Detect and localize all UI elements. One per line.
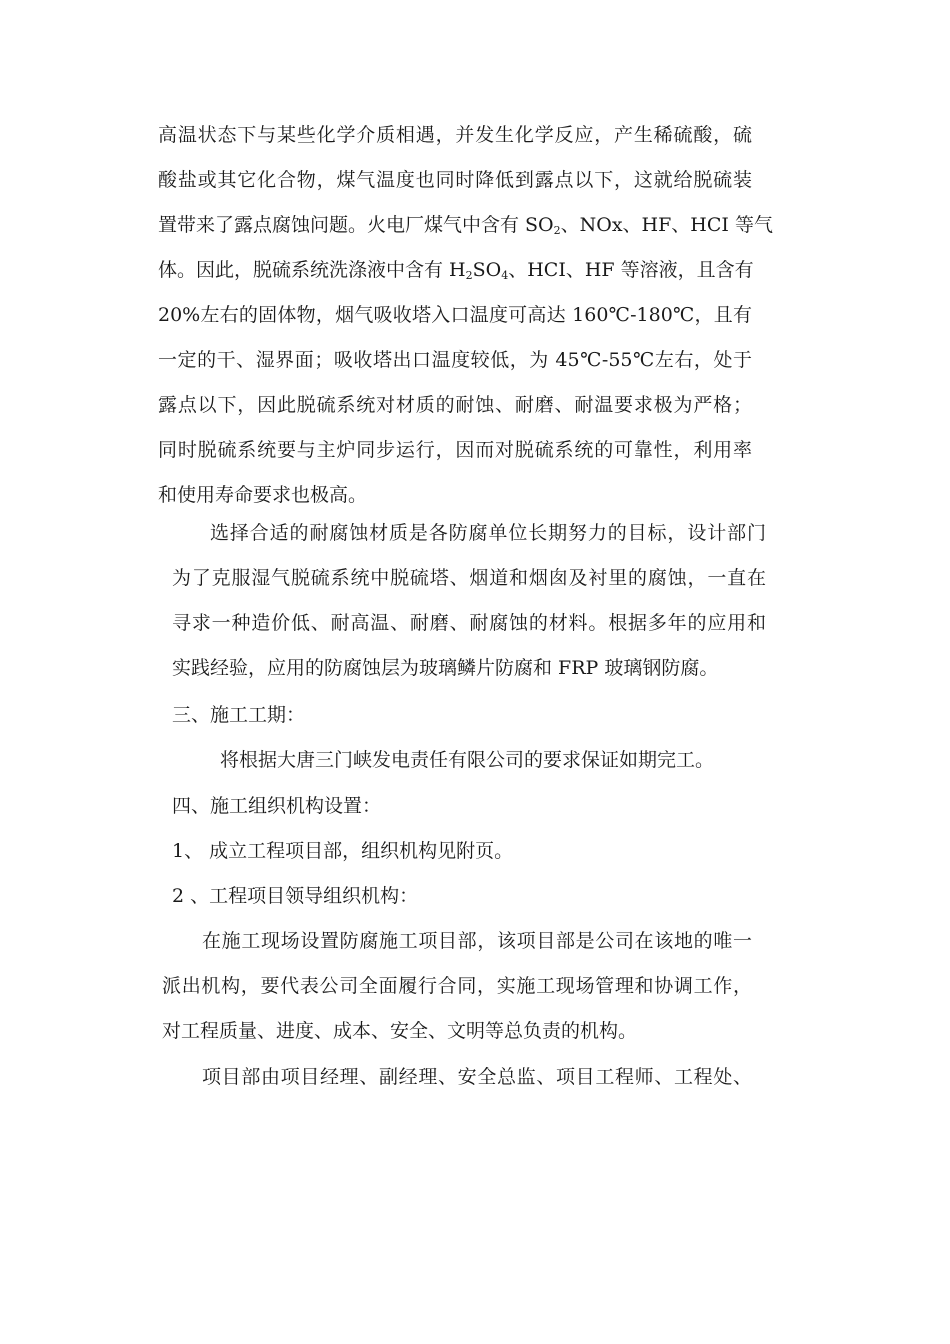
text-line: 和使用寿命要求也极高。: [158, 484, 368, 506]
text-segment: 置带来了露点腐蚀问题。火电厂煤气中含有 SO: [158, 214, 554, 236]
text-line: 实践经验，应用的防腐蚀层为玻璃鳞片防腐和 FRP 玻璃钢防腐。: [172, 657, 719, 679]
text-line: 为了克服湿气脱硫系统中脱硫塔、烟道和烟囱及衬里的腐蚀，一直在: [172, 567, 766, 589]
text-line: 露点以下，因此脱硫系统对材质的耐蚀、耐磨、耐温要求极为严格；: [158, 394, 752, 416]
text-line: 高温状态下与某些化学介质相遇，并发生化学反应，产生稀硫酸，硫: [158, 124, 752, 146]
text-line: 在施工现场设置防腐施工项目部，该项目部是公司在该地的唯一: [202, 930, 752, 952]
section-heading: 三、施工工期：: [172, 704, 306, 726]
text-line: 同时脱硫系统要与主炉同步运行，因而对脱硫系统的可靠性，利用率: [158, 439, 752, 461]
section-body: 将根据大唐三门峡发电责任有限公司的要求保证如期完工。: [220, 749, 715, 771]
list-item: 2 、工程项目领导组织机构：: [172, 885, 419, 907]
text-line: 选择合适的耐腐蚀材质是各防腐单位长期努力的目标，设计部门: [210, 522, 766, 544]
subscript: 4: [501, 269, 509, 282]
text-line: 一定的干、湿界面；吸收塔出口温度较低，为 45℃-55℃左右，处于: [158, 349, 752, 371]
subscript: 2: [553, 224, 561, 237]
text-line: 对工程质量、进度、成本、安全、文明等总负责的机构。: [162, 1020, 638, 1042]
text-line: 20%左右的固体物，烟气吸收塔入口温度可高达 160℃-180℃，且有: [158, 304, 752, 326]
text-line: 派出机构，要代表公司全面履行合同，实施工现场管理和协调工作，: [162, 975, 752, 997]
text-segment: 、NOx、HF、HCI 等气: [560, 214, 773, 236]
text-line: 项目部由项目经理、副经理、安全总监、项目工程师、工程处、: [202, 1066, 752, 1088]
text-line-with-subscript: [158, 212, 773, 238]
text-line: 寻求一种造价低、耐高温、耐磨、耐腐蚀的材料。根据多年的应用和: [172, 612, 766, 634]
text-line-with-subscript: [158, 257, 752, 283]
text-segment: 体。因此，脱硫系统洗涤液中含有 H: [158, 259, 466, 281]
text-segment: SO: [472, 259, 502, 281]
subscript: 2: [465, 269, 473, 282]
section-heading: 四、施工组织机构设置：: [172, 795, 382, 817]
list-item: 1、 成立工程项目部，组织机构见附页。: [172, 840, 514, 862]
text-line: 酸盐或其它化合物，煤气温度也同时降低到露点以下，这就给脱硫装: [158, 169, 752, 191]
text-segment: 、HCI、HF 等溶液，且含有: [508, 259, 754, 281]
